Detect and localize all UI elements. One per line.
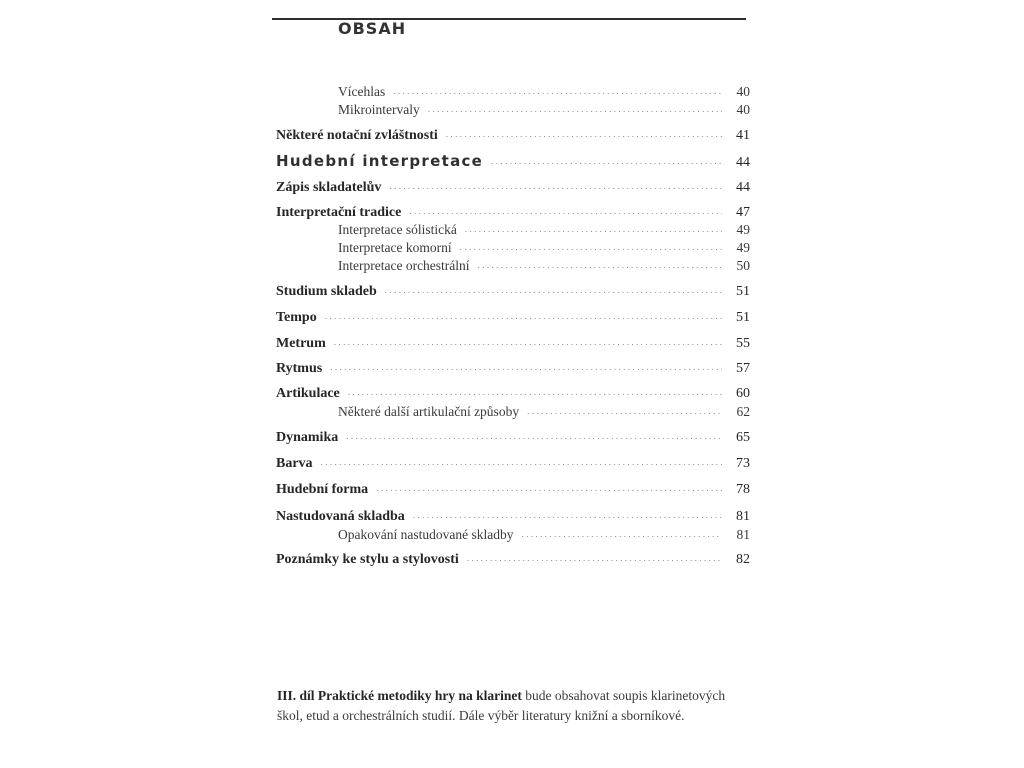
- toc-entry-label: Barva: [276, 456, 313, 471]
- dot-leader: [334, 334, 722, 350]
- toc-entry: [338, 102, 750, 118]
- toc-entry-page: 81: [736, 509, 750, 524]
- toc-entry-page: 49: [736, 222, 750, 237]
- toc-entry-page: 73: [736, 456, 750, 471]
- dot-leader: [321, 454, 722, 470]
- toc-entry-label: Zápis skladatelův: [276, 180, 382, 195]
- toc-entry-label: Dynamika: [276, 430, 339, 445]
- toc-entry-page: 57: [736, 361, 750, 376]
- dot-leader: [521, 526, 722, 542]
- toc-entry-label: Studium skladeb: [276, 284, 377, 299]
- toc-entry: [276, 336, 750, 352]
- dot-leader: [409, 203, 722, 219]
- dot-leader: [467, 550, 722, 566]
- toc-entry: [338, 84, 750, 100]
- toc-entry-page: 49: [736, 240, 750, 255]
- toc-entry-page: 44: [736, 155, 750, 170]
- toc-entry-label: Opakování nastudované skladby: [338, 527, 514, 542]
- footer-note-text: bude obsahovat soupis klarinetových škol, etud a orchestrálních studií. Dále výběr literatury knižní a sborníkové.: [277, 688, 726, 723]
- toc-entry-label: Mikrointervaly: [338, 102, 420, 117]
- dot-leader: [376, 480, 722, 496]
- toc-entry: [338, 240, 750, 256]
- toc-entry-page: 44: [736, 180, 750, 195]
- toc-entry-label: Tempo: [276, 310, 317, 325]
- dot-leader: [330, 359, 722, 375]
- toc-entry: [338, 404, 750, 420]
- toc-entry-label: Nastudovaná skladba: [276, 509, 405, 524]
- footer-note-title: III. díl Praktické metodiky hry na klarinet: [277, 688, 522, 703]
- dot-leader: [325, 308, 722, 324]
- toc-entry-page: 65: [736, 430, 750, 445]
- toc-entry: [276, 482, 750, 498]
- dot-leader: [446, 126, 722, 142]
- toc-entry-label: Vícehlas: [338, 84, 386, 99]
- dot-leader: [385, 282, 722, 298]
- dot-leader: [478, 257, 722, 273]
- toc-entry-page: 40: [736, 84, 750, 99]
- toc-entry-page: 62: [736, 404, 750, 419]
- toc-entry: [276, 128, 750, 144]
- toc-entry-label: Některé notační zvláštnosti: [276, 128, 438, 143]
- toc-entry-page: 51: [736, 310, 750, 325]
- dot-leader: [491, 153, 722, 169]
- toc-entry: [338, 527, 750, 543]
- toc-entry-page: 47: [736, 205, 750, 220]
- toc-entry-label: Interpretace orchestrální: [338, 258, 470, 273]
- dot-leader: [428, 101, 722, 117]
- dot-leader: [346, 428, 722, 444]
- page-heading: OBSAH: [338, 19, 407, 38]
- toc-entry-page: 55: [736, 336, 750, 351]
- toc-entry: [276, 386, 750, 402]
- toc-entry: [276, 430, 750, 446]
- dot-leader: [527, 403, 722, 419]
- toc-entry: [276, 361, 750, 377]
- dot-leader: [348, 384, 722, 400]
- toc-entry: [338, 258, 750, 274]
- toc-entry: [276, 284, 750, 300]
- toc-entry: [338, 222, 750, 238]
- footer-note: [277, 686, 751, 726]
- toc-entry: [276, 205, 750, 221]
- dot-leader: [393, 83, 722, 99]
- toc-entry: [276, 310, 750, 326]
- toc-entry-label: Poznámky ke stylu a stylovosti: [276, 552, 459, 567]
- toc-entry-page: 50: [736, 258, 750, 273]
- toc-section: [276, 153, 750, 169]
- toc-entry-page: 82: [736, 552, 750, 567]
- toc-entry-page: 51: [736, 284, 750, 299]
- dot-leader: [389, 178, 722, 194]
- dot-leader: [465, 221, 722, 237]
- toc-entry-label: Metrum: [276, 336, 326, 351]
- toc-entry-label: Hudební forma: [276, 482, 369, 497]
- dot-leader: [460, 239, 722, 255]
- toc-entry-page: 81: [736, 527, 750, 542]
- toc-entry-page: 78: [736, 482, 750, 497]
- toc-entry-label: Interpretace sólistická: [338, 222, 457, 237]
- dot-leader: [413, 507, 722, 523]
- toc-entry-page: 60: [736, 386, 750, 401]
- toc-entry: [276, 509, 750, 525]
- toc-entry-label: Rytmus: [276, 361, 323, 376]
- toc-entry-label: Artikulace: [276, 386, 340, 401]
- toc-entry-label: Interpretace komorní: [338, 240, 452, 255]
- toc-entry: [276, 456, 750, 472]
- toc-entry-label: Některé další artikulační způsoby: [338, 404, 520, 419]
- toc-section-label: Hudební interpretace: [276, 152, 484, 170]
- toc-entry-page: 41: [736, 128, 750, 143]
- toc-entry-page: 40: [736, 102, 750, 117]
- toc-entry: [276, 180, 750, 196]
- toc-entry: [276, 552, 750, 568]
- toc-entry-label: Interpretační tradice: [276, 205, 402, 220]
